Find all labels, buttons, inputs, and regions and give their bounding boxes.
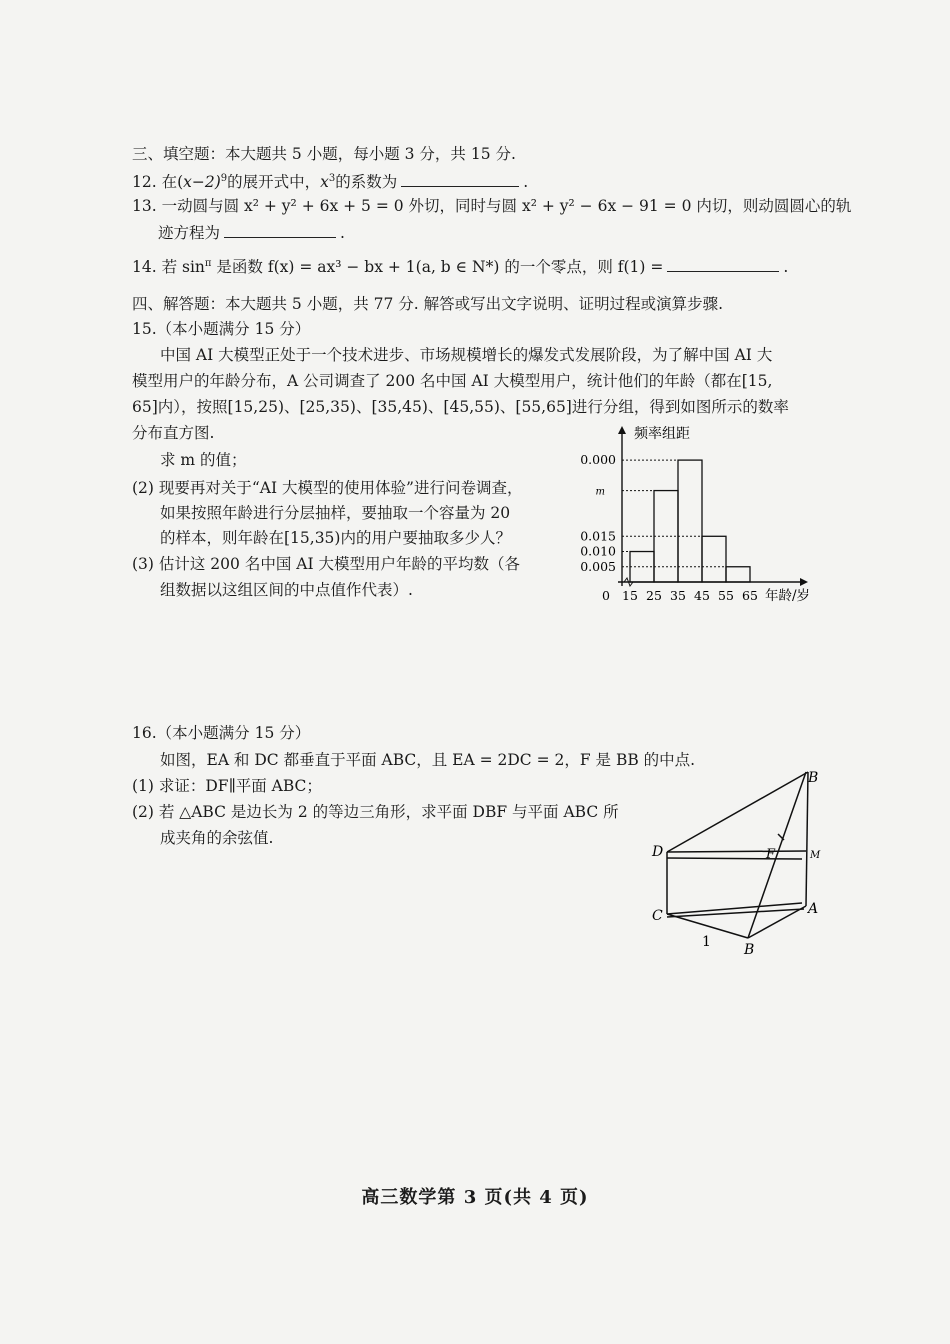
q15-title: 15.（本小题满分 15 分）	[132, 320, 311, 338]
q15-p2: 模型用户的年龄分布，A 公司调查了 200 名中国 AI 大模型用户，统计他们的年龄（都在[15,	[132, 372, 773, 390]
label-B: B	[744, 942, 755, 958]
q16-s2a: (2) 若 △ABC 是边长为 2 的等边三角形，求平面 DBF 与平面 ABC 所	[132, 803, 619, 821]
histogram-bar	[702, 536, 726, 582]
q13-line1: 13. 一动圆与圆 x² + y² + 6x + 5 = 0 外切，同时与圆 x² + y² − 6x − 91 = 0 内切，则动圆圆心的轨	[132, 197, 852, 215]
histogram-y-tick-label: 0.000	[580, 452, 616, 468]
histogram-y-tick-label: m	[595, 486, 605, 498]
frequency-histogram	[560, 418, 820, 614]
section4-header: 四、解答题：本大题共 5 小题，共 77 分. 解答或写出文字说明、证明过程或演算步骤.	[132, 295, 724, 313]
histogram-x-title: 年龄/岁	[765, 588, 811, 604]
edge-B-E	[748, 772, 806, 938]
edge-D-M	[667, 851, 806, 852]
q15-p3: 65]内），按照[15,25)、[25,35)、[35,45)、[45,55)、[55,65]进行分组，得到如图所示的数率	[132, 398, 789, 416]
histogram-x-tick-label: 25	[646, 588, 662, 603]
histogram-y-tick-label: 0.010	[580, 543, 616, 559]
histogram-y-tick-label: 0.015	[580, 528, 616, 544]
label-A: A	[808, 901, 819, 917]
label-M: M	[810, 850, 821, 861]
q16-p1: 如图，EA 和 DC 都垂直于平面 ABC，且 EA = 2DC = 2，F 是 BB 的中点.	[160, 751, 696, 769]
q16-s2b: 成夹角的余弦值.	[160, 829, 274, 847]
histogram-x-tick-label: 65	[742, 588, 758, 603]
q13-answer-blank[interactable]	[224, 222, 336, 238]
section3-header: 三、填空题：本大题共 5 小题，每小题 3 分，共 15 分.	[132, 145, 516, 163]
q15-p1: 中国 AI 大模型正处于一个技术进步、市场规模增长的爆发式发展阶段，为了解中国 AI 大	[160, 346, 773, 364]
q12: 12. 在$(x-2)^9$的展开式中，$x^3$的系数为 .	[132, 173, 529, 191]
geometry-figure	[640, 756, 830, 960]
histogram-y-ticks	[580, 452, 616, 574]
q16-title: 16.（本小题满分 15 分）	[132, 724, 311, 742]
q15-s2c: 的样本，则年龄在[15,35)内的用户要抽取多少人？	[160, 529, 511, 547]
edge-D-E	[667, 772, 808, 852]
histogram-x-ticks	[602, 588, 758, 603]
histogram-x-tick-label: 0	[602, 588, 610, 603]
q14: 14. 若 $\sin^\pi$ 是函数 f(x) = ax³ − bx + 1(a, b ∈ N*) 的一个零点，则 f(1) = .	[132, 258, 789, 276]
histogram-bar	[678, 460, 702, 582]
label-F: F	[766, 847, 776, 862]
histogram-x-tick-label: 55	[718, 588, 734, 603]
q15-s1: 求 m 的值；	[160, 451, 247, 469]
histogram-x-tick-label: 15	[622, 588, 638, 603]
q15-s2b: 如果按照年龄进行分层抽样，要抽取一个容量为 20	[160, 504, 511, 522]
histogram-bars	[630, 460, 750, 582]
label-D: D	[652, 844, 664, 860]
histogram-y-title: 频率组距	[634, 426, 690, 442]
label-one: 1	[702, 934, 711, 950]
q16-s1: (1) 求证：DF∥平面 ABC；	[132, 777, 322, 795]
label-E: B	[808, 770, 819, 786]
q14-answer-blank[interactable]	[667, 256, 779, 272]
label-C: C	[652, 908, 663, 924]
histogram-x-tick-label: 45	[694, 588, 710, 603]
q15-s2a: (2) 现要再对关于“AI 大模型的使用体验”进行问卷调查，	[132, 479, 523, 497]
page-footer: 高三数学第 3 页(共 4 页)	[361, 1187, 589, 1208]
edge-E-A	[806, 772, 808, 906]
y-axis-arrow	[618, 426, 626, 434]
histogram-y-tick-label: 0.005	[580, 558, 616, 574]
q15-s3a: (3) 估计这 200 名中国 AI 大模型用户年龄的平均数（各	[132, 555, 520, 573]
histogram-x-tick-label: 35	[670, 588, 686, 603]
q13-line2: 迹方程为 .	[158, 224, 345, 242]
q12-answer-blank[interactable]	[401, 171, 519, 187]
edge-D-F-lower	[667, 858, 802, 859]
histogram-guides	[622, 460, 726, 567]
x-axis-arrow	[800, 578, 808, 586]
q15-s3b: 组数据以这组区间的中点值作代表）.	[160, 581, 413, 599]
histogram-bar	[726, 567, 750, 582]
q15-p4: 分布直方图.	[132, 424, 215, 442]
